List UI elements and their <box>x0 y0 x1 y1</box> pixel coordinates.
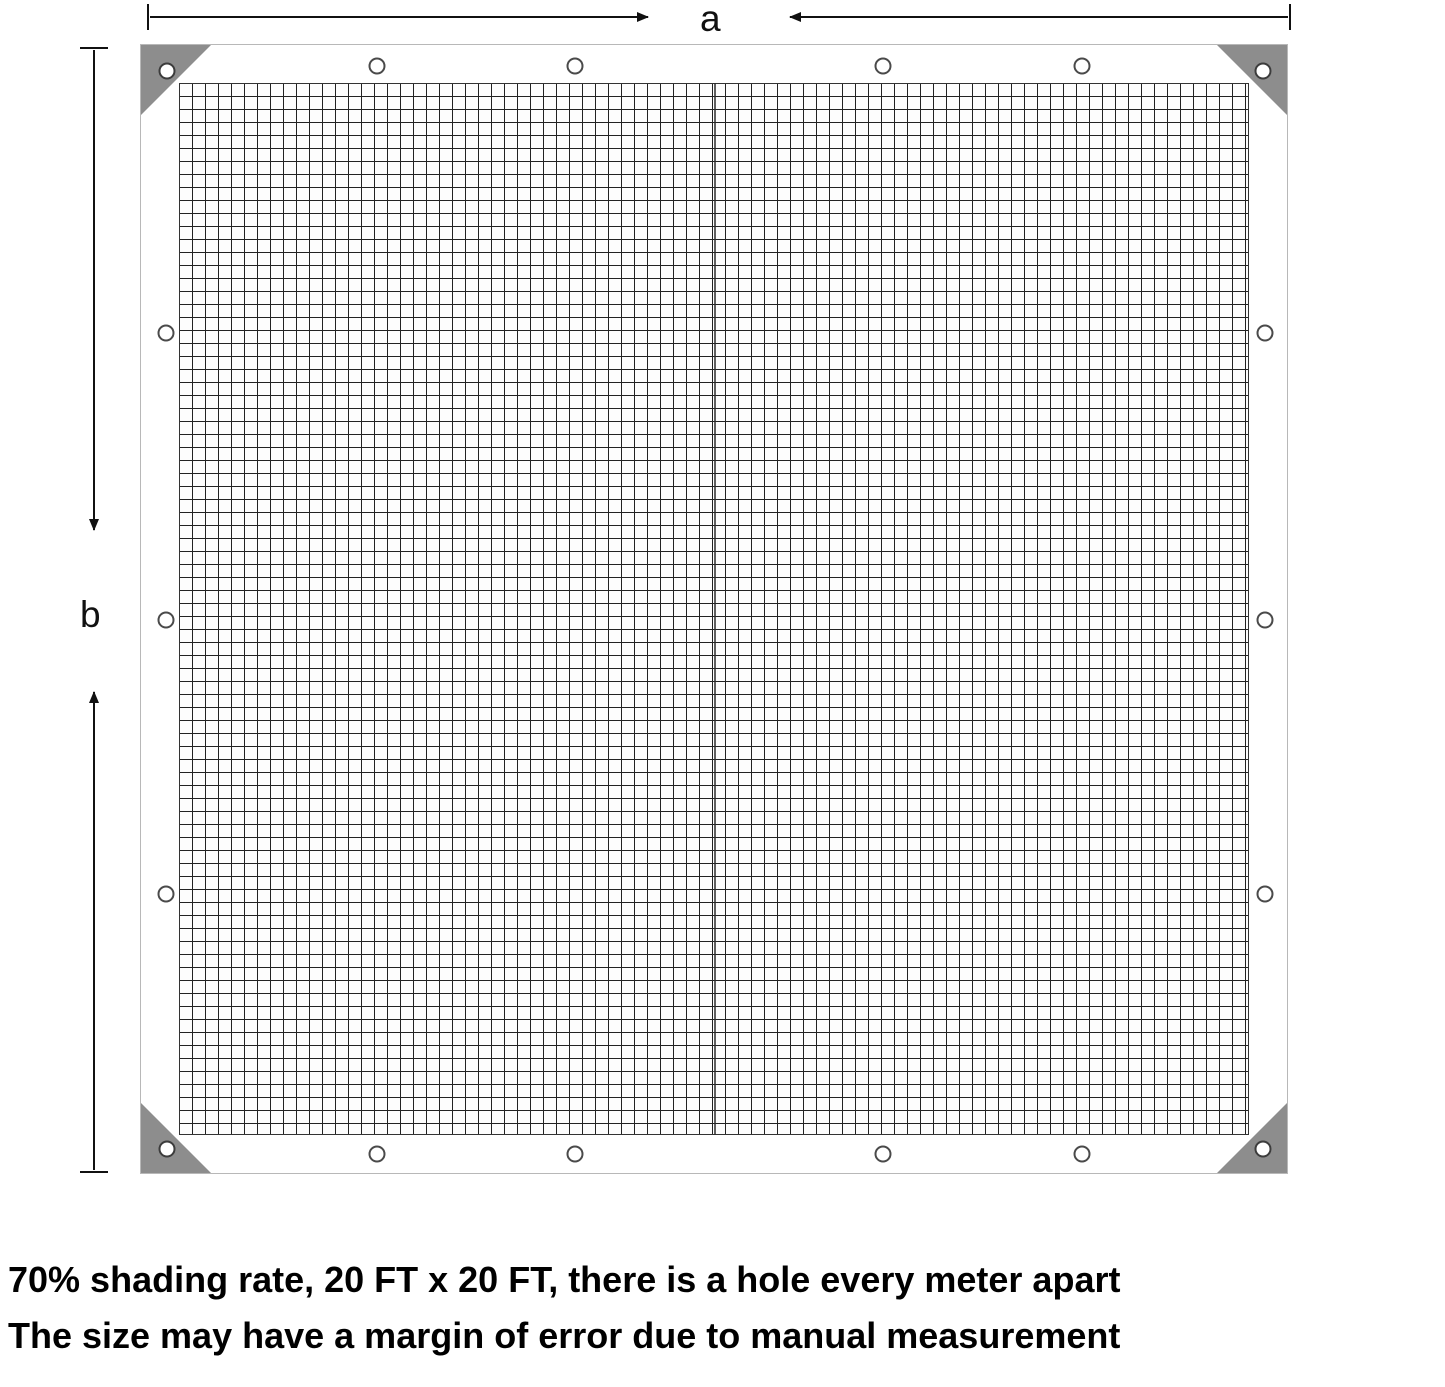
grommet-corner-top-right <box>1255 63 1272 80</box>
grommet-corner-top-left <box>159 63 176 80</box>
mesh-fabric <box>179 83 1249 1135</box>
corner-patch-bottom-left <box>141 1103 211 1173</box>
grommet-right-3 <box>1257 886 1274 903</box>
grommet-left-2 <box>158 612 175 629</box>
dimension-label-b: b <box>80 594 101 635</box>
caption-line-1: 70% shading rate, 20 FT x 20 FT, there is a hole every meter apart <box>8 1259 1121 1300</box>
grommet-corner-bottom-right <box>1255 1141 1272 1158</box>
grommet-bottom-4 <box>1074 1146 1091 1163</box>
grommet-right-1 <box>1257 325 1274 342</box>
grommet-top-4 <box>1074 58 1091 75</box>
grommet-left-1 <box>158 325 175 342</box>
grommet-bottom-2 <box>567 1146 584 1163</box>
corner-patch-bottom-right <box>1217 1103 1287 1173</box>
grommet-top-2 <box>567 58 584 75</box>
corner-patch-top-right <box>1217 45 1287 115</box>
grommet-left-3 <box>158 886 175 903</box>
dimension-label-a: a <box>700 0 721 39</box>
corner-patch-top-left <box>141 45 211 115</box>
caption-line-2: The size may have a margin of error due to manual measurement <box>8 1314 1121 1356</box>
grommet-right-2 <box>1257 612 1274 629</box>
caption-block <box>8 1252 1445 1364</box>
grommet-top-1 <box>369 58 386 75</box>
grommet-bottom-1 <box>369 1146 386 1163</box>
shade-cloth-panel <box>140 44 1288 1174</box>
grommet-bottom-3 <box>875 1146 892 1163</box>
grommet-corner-bottom-left <box>159 1141 176 1158</box>
grommet-top-3 <box>875 58 892 75</box>
